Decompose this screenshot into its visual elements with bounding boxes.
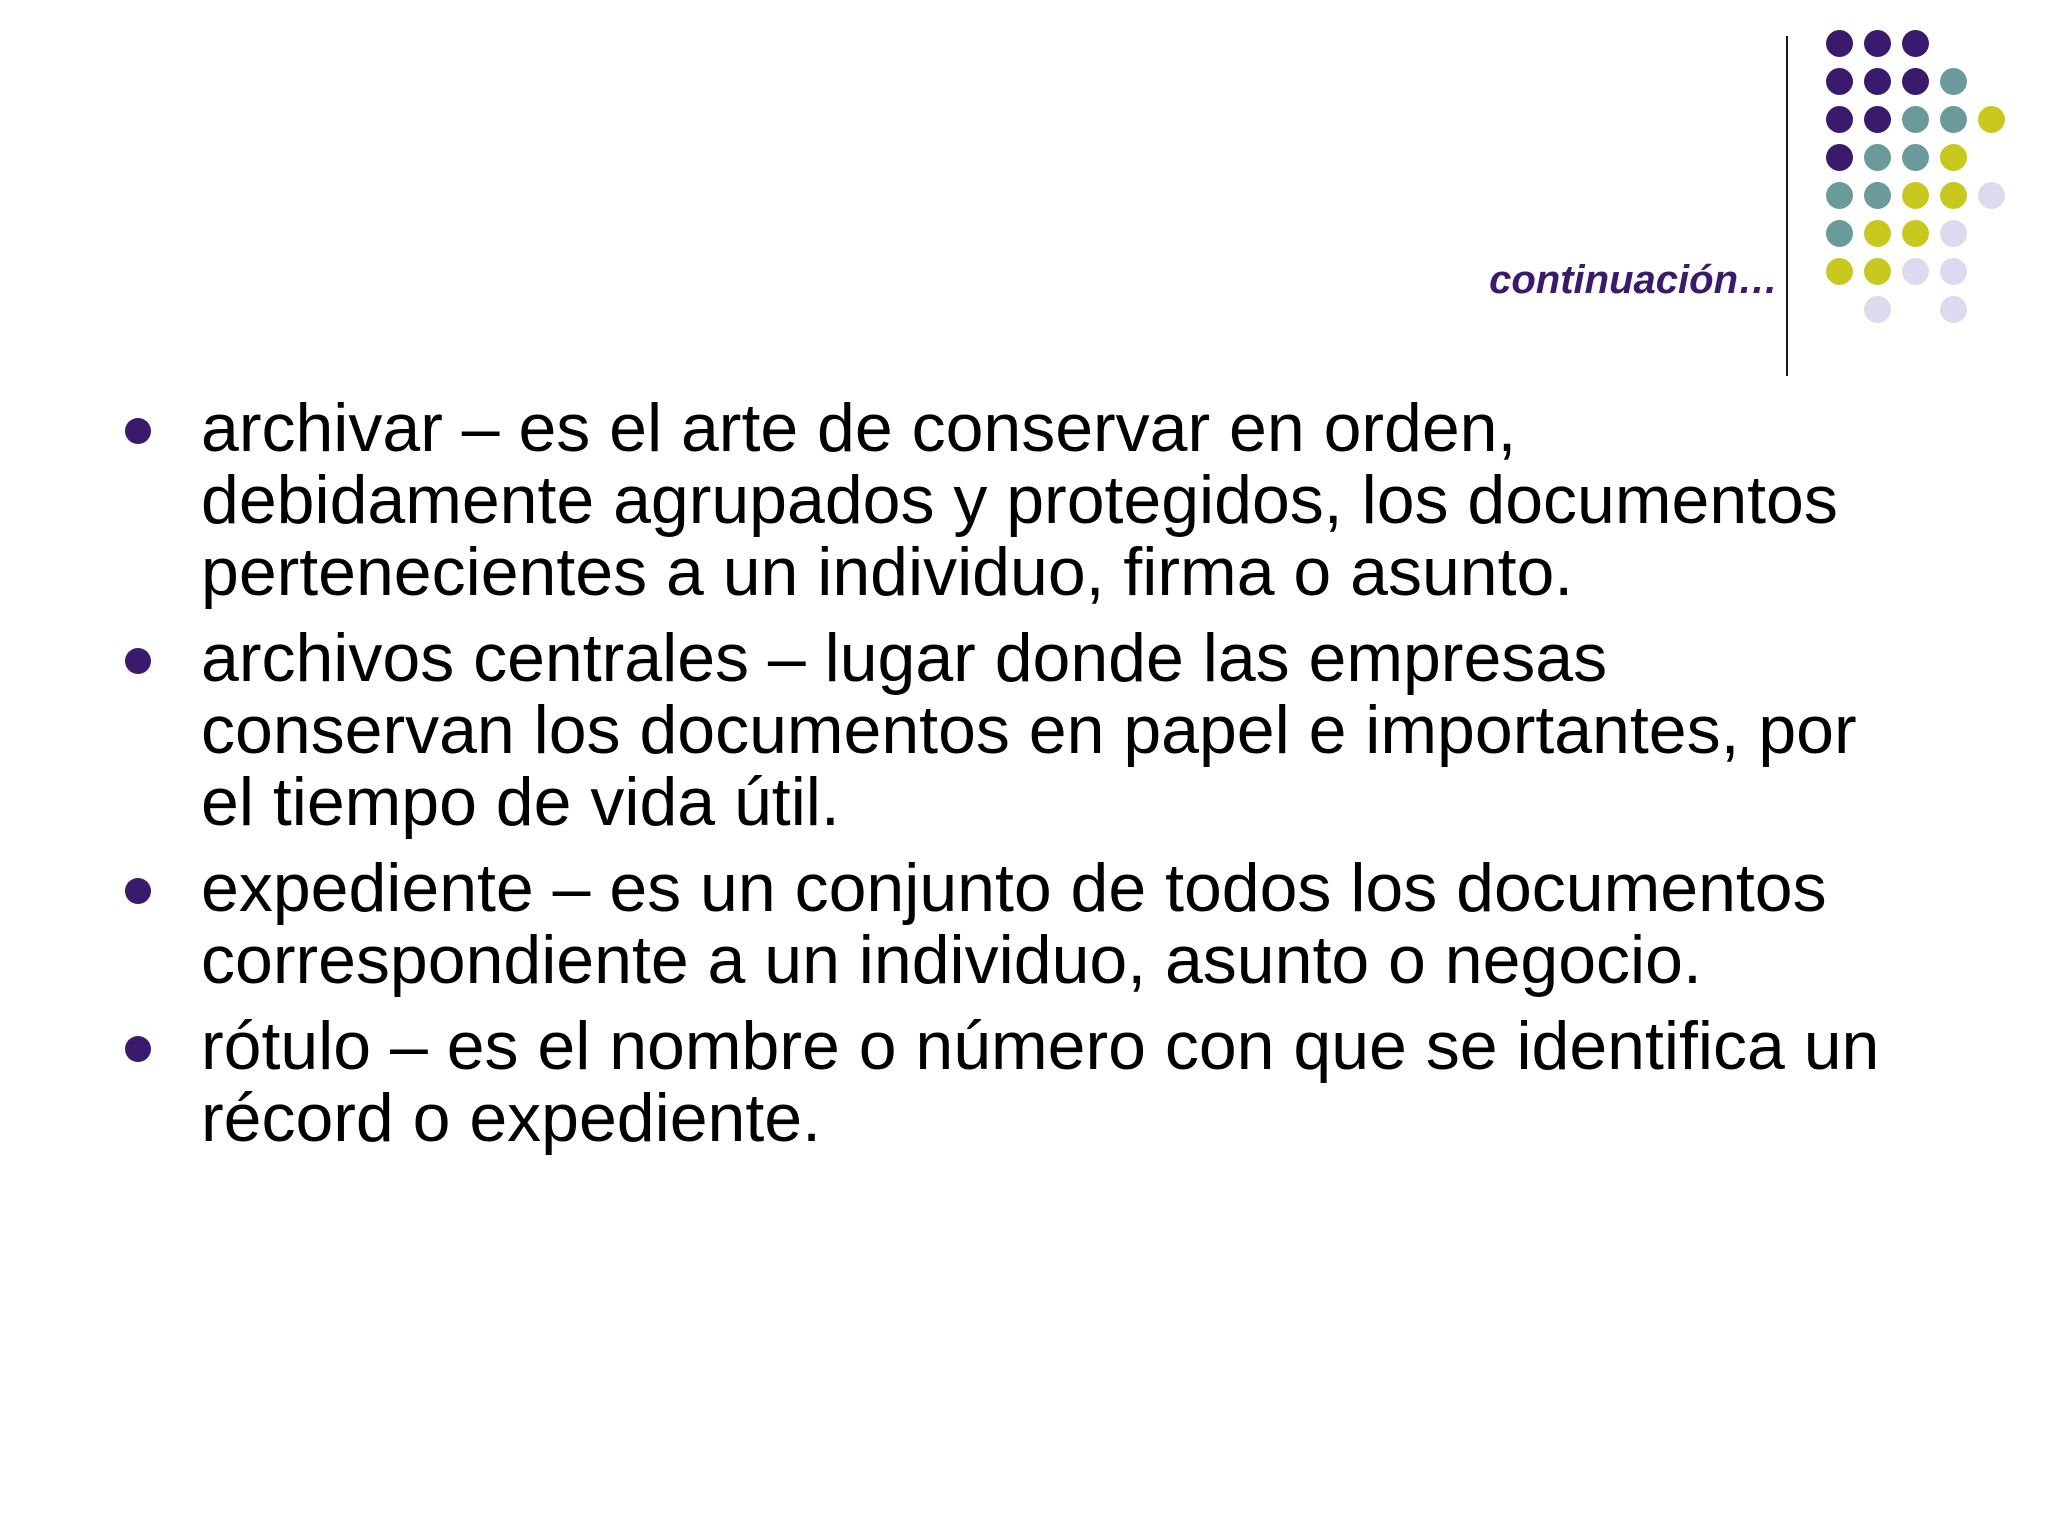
decorative-dot [1902,68,1929,95]
decorative-dot [1902,144,1929,171]
bullet-item [125,1010,1925,1154]
decorative-dot [1826,220,1853,247]
decorative-dot [1940,182,1967,209]
decorative-dot [1826,258,1853,285]
decorative-dot [1864,144,1891,171]
decorative-dot-grid [1826,30,2026,330]
slide-heading: continuación… [1489,258,1778,302]
decorative-dot [1978,106,2005,133]
decorative-dot [1940,68,1967,95]
decorative-dot [1940,106,1967,133]
decorative-dot [1940,296,1967,323]
decorative-dot [1826,144,1853,171]
bullet-dot-icon [125,878,151,904]
decorative-dot [1940,220,1967,247]
decorative-dot [1902,106,1929,133]
bullet-dot-icon [125,1036,151,1062]
bullet-item [125,392,1925,608]
decorative-dot [1902,258,1929,285]
bullet-text: rótulo – es el nombre o número con que se identifica un récord o expediente. [201,1008,1880,1156]
decorative-dot [1978,182,2005,209]
bullet-text: archivos centrales – lugar donde las empresas conservan los documentos en papel e importantes, por el tiempo de vida útil. [201,620,1857,840]
decorative-dot [1826,106,1853,133]
decorative-dot [1940,258,1967,285]
decorative-dot [1864,182,1891,209]
bullet-list [125,392,1925,1154]
decorative-dot [1940,144,1967,171]
decorative-dot [1826,30,1853,57]
bullet-text: archivar – es el arte de conservar en orden, debidamente agrupados y protegidos, los documentos pertenecientes a un individuo, firma o asunto. [201,390,1838,610]
decorative-dot [1864,68,1891,95]
bullet-item [125,852,1925,996]
decorative-dot [1902,220,1929,247]
bullet-dot-icon [125,418,151,444]
bullet-item [125,622,1925,838]
decorative-dot [1864,220,1891,247]
decorative-dot [1826,182,1853,209]
decorative-dot [1864,106,1891,133]
decorative-dot [1902,182,1929,209]
decorative-dot [1826,68,1853,95]
decorative-dot [1864,258,1891,285]
vertical-divider [1786,36,1788,376]
bullet-text: expediente – es un conjunto de todos los documentos correspondiente a un individuo, asunto o negocio. [201,850,1827,998]
slide-body [125,392,1925,1168]
decorative-dot [1902,30,1929,57]
decorative-dot [1864,30,1891,57]
decorative-dot [1864,296,1891,323]
bullet-dot-icon [125,648,151,674]
